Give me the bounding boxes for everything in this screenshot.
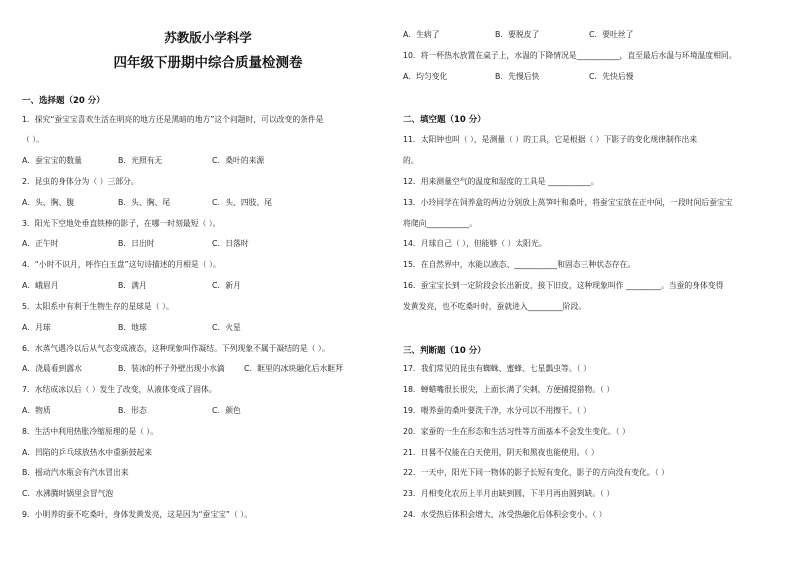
section-heading-fill: 二、填空题（10 分） [403,115,486,125]
question-11-line1: 11．太阳钟也叫（ ），是测量（ ）的工具，它是根据（ ）下影子的变化规律制作出来 [403,135,698,144]
q9-option-b: B．要脱皮了 [495,30,540,39]
q6-option-b: B．装冰的杯子外壁出现小水滴 [118,364,225,373]
q9-option-a: A．生病了 [403,30,440,39]
q3-option-b: B．日出时 [118,239,155,248]
q10-option-a: A．均匀变化 [403,72,448,81]
question-15: 15．在自然界中，水能以液态、___________和固态三种状态存在。 [403,260,636,269]
question-1-line1: 1．探究“蚕宝宝喜欢生活在明亮的地方还是黑暗的地方”这个问题时，可以改变的条件是 [22,115,324,124]
q5-option-b: B．地球 [118,323,147,332]
question-16-line1: 16．蚕宝宝长到一定阶段会长出新皮，接下旧皮，这种现象叫作 _________。当蚕的身体变得 [403,281,724,290]
question-1-line2: （ ）。 [22,135,44,144]
q4-option-a: A．峨眉月 [22,281,59,290]
q3-option-c: C．日落时 [212,239,249,248]
q4-option-b: B．满月 [118,281,147,290]
q2-option-a: A．头、胸、腹 [22,198,75,207]
question-13-line1: 13．小玲同学在饲养盒的两边分别放上莴笋叶和桑叶，将蚕宝宝放在正中间，一段时间后蚕宝宝 [403,198,733,207]
q4-option-c: C．新月 [212,281,241,290]
question-21: 21．日晷不仅能在白天使用，阴天和黑夜也能使用。（ ） [403,448,599,457]
question-24: 24．水受热后体积会增大，冰受热融化后体积会变小。（ ） [403,510,607,519]
question-13-line2: 将爬向___________。 [403,219,478,228]
q3-option-a: A．正午时 [22,239,59,248]
question-23: 23．月相变化农历上半月由缺到圆，下半月再由圆到缺。（ ） [403,489,615,498]
q8-option-a: A．凹陷的乒乓球放热水中重新鼓起来 [22,448,153,457]
question-6: 6．水蒸气遇冷以后从气态变成液态，这种现象叫作凝结。下列现象不属于凝结的是（ ）。 [22,344,330,353]
q7-option-c: C．颜色 [212,406,241,415]
q6-option-a: A．浇晨看到露水 [22,364,82,373]
question-20: 20．家蚕的一生在形态和生活习性等方面基本不会发生变化。（ ） [403,427,630,436]
q5-option-c: C．火星 [212,323,241,332]
exam-title-line2: 四年级下册期中综合质量检测卷 [113,55,303,71]
q8-option-c: C．水沸腾时锅里会冒气泡 [22,489,114,498]
q1-option-a: A．蚕宝宝的数量 [22,156,82,165]
q2-option-c: C．头、四肢、尾 [212,198,273,207]
question-4: 4．“小时不识月，呼作白玉盘”这句诗描述的月相是（ ）。 [22,260,221,269]
question-2: 2．昆虫的身体分为（ ）三部分。 [22,177,139,186]
question-17: 17．我们常见的昆虫有蜘蛛、蜜蜂、七星瓢虫等。（ ） [403,364,591,373]
question-19: 19．喂养蚕的桑叶要洗干净，水分可以不用擦干。（ ） [403,406,591,415]
question-7: 7．水结成冰以后（ ）发生了改变，从液体变成了固体。 [22,385,217,394]
section-heading-choice: 一、选择题（20 分） [22,96,105,106]
q7-option-a: A．物质 [22,406,51,415]
question-22: 22．一天中，阳光下同一物体的影子长短有变化，影子的方向没有变化。（ ） [403,468,669,477]
q1-option-b: B．光照有无 [118,156,163,165]
question-5: 5．太阳系中有利于生物生存的星球是（ ）。 [22,302,174,311]
question-3: 3．阳光下空地处垂直铁棒的影子，在哪一时刻最短（ ）。 [22,219,221,228]
section-heading-judge: 三、判断题（10 分） [403,346,486,356]
q10-option-c: C．先快后慢 [589,72,634,81]
question-14: 14．月球自己（ ），但能够（ ）太阳光。 [403,239,547,248]
q6-option-c: C．眶里的冰块融化后水眶拜 [244,364,344,373]
question-11-line2: 的。 [403,156,419,165]
question-9: 9．小明养的蚕不吃桑叶，身体发黄发亮，这是因为“蚕宝宝”（ ）。 [22,510,252,519]
exam-title-line1: 苏教版小学科学 [164,30,252,45]
q8-option-b: B．摇动汽水瓶会有汽水冒出来 [22,468,129,477]
question-8: 8．生活中利用热胀冷缩原理的是（ ）。 [22,427,159,436]
q5-option-a: A．月球 [22,323,51,332]
question-12: 12．用来测量空气的温度和湿度的工具是 ___________。 [403,177,599,186]
q1-option-c: C．桑叶的来源 [212,156,265,165]
q10-option-b: B．先慢后快 [495,72,540,81]
q9-option-c: C．要吐丝了 [589,30,634,39]
question-18: 18．蝉蜡嘴很长很尖，上面长满了尖刺，方便捕提猎物。（ ） [403,385,615,394]
q7-option-b: B．形态 [118,406,147,415]
question-10: 10．将一杯热水放置在桌子上，水温的下降情况是___________，直至最后水温与环境温度相同。 [403,51,737,60]
q2-option-b: B．头、胸、尾 [118,198,171,207]
question-16-line2: 发黄发亮，也不吃桑叶时，蚕就进入_________阶段。 [403,302,587,311]
